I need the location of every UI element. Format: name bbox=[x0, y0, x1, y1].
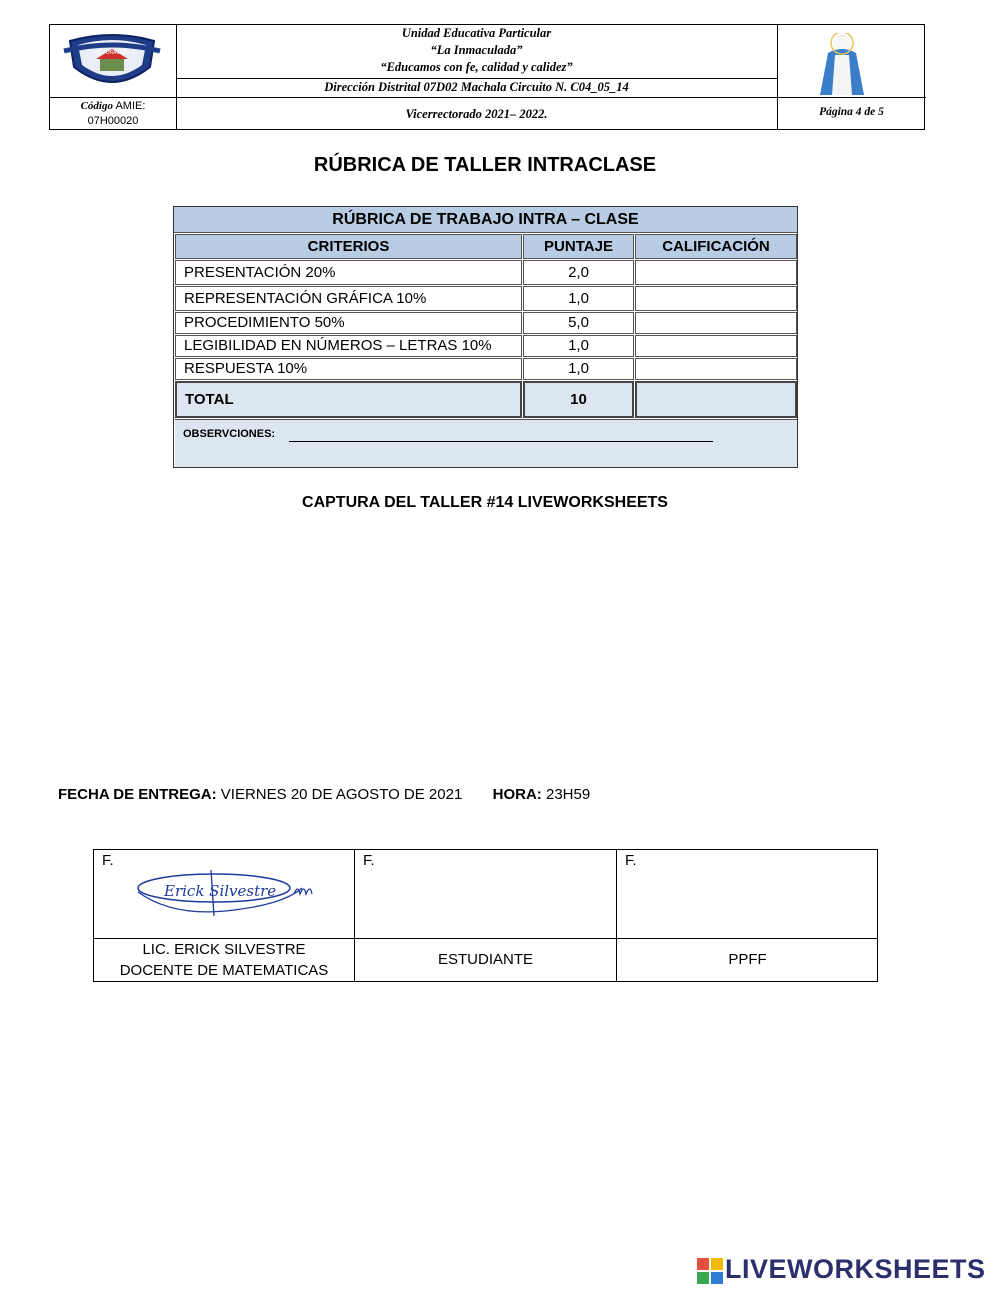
school-logo bbox=[62, 31, 162, 93]
column-header-puntaje: PUNTAJE bbox=[523, 234, 634, 259]
observaciones-row[interactable] bbox=[175, 419, 797, 467]
grade-input-cell[interactable] bbox=[635, 260, 797, 285]
teacher-label bbox=[94, 939, 354, 981]
grade-input-cell[interactable] bbox=[635, 358, 797, 380]
grade-input-cell[interactable] bbox=[635, 312, 797, 334]
teacher-name: LIC. ERICK SILVESTRE bbox=[142, 941, 306, 958]
signature-prefix: F. bbox=[102, 852, 114, 869]
school-motto: “Educamos con fe, calidad y calidez” bbox=[380, 60, 573, 74]
score-cell: 1,0 bbox=[523, 286, 634, 311]
page-number: Página 4 de 5 bbox=[819, 106, 884, 118]
fecha-label: FECHA DE ENTREGA: bbox=[58, 786, 217, 803]
grade-input-cell[interactable] bbox=[635, 335, 797, 357]
table-row: RESPUESTA 10% bbox=[175, 358, 522, 380]
score-cell: 2,0 bbox=[523, 260, 634, 285]
fecha-value: VIERNES 20 DE AGOSTO DE 2021 bbox=[220, 786, 463, 803]
table-row: PRESENTACIÓN 20% bbox=[175, 260, 522, 285]
liveworksheets-text: LIVEWORKSHEETS bbox=[725, 1254, 986, 1284]
svg-text:FE · ORACION: FE · ORACION bbox=[95, 50, 129, 56]
signature-prefix: F. bbox=[625, 852, 637, 869]
amie-code: 07H00020 bbox=[87, 115, 139, 127]
teacher-signature bbox=[134, 866, 324, 922]
school-name: “La Inmaculada” bbox=[430, 43, 523, 57]
total-grade-cell[interactable] bbox=[635, 381, 797, 418]
liveworksheets-logo-icon bbox=[697, 1258, 723, 1284]
table-row: REPRESENTACIÓN GRÁFICA 10% bbox=[175, 286, 522, 311]
parents-label: PPFF bbox=[728, 951, 767, 968]
grade-input-cell[interactable] bbox=[635, 286, 797, 311]
total-value-cell: 10 bbox=[523, 381, 634, 418]
hora-value: 23H59 bbox=[545, 786, 591, 803]
document-header bbox=[49, 24, 925, 130]
column-header-calificacion: CALIFICACIÓN bbox=[635, 234, 797, 259]
district-line: Dirección Distrital 07D02 Machala Circuito N. C04_05_14 bbox=[324, 80, 629, 94]
teacher-role: DOCENTE DE MATEMATICAS bbox=[119, 962, 329, 979]
score-cell: 5,0 bbox=[523, 312, 634, 334]
school-type: Unidad Educativa Particular bbox=[401, 26, 552, 40]
score-cell: 1,0 bbox=[523, 358, 634, 380]
virgin-mary-image bbox=[802, 33, 882, 97]
observaciones-line bbox=[289, 441, 713, 442]
signature-text: Erick Silvestre bbox=[164, 882, 277, 900]
column-header-criterios: CRITERIOS bbox=[175, 234, 522, 259]
table-row: LEGIBILIDAD EN NÚMEROS – LETRAS 10% bbox=[175, 335, 522, 357]
vicerrectorado-line: Vicerrectorado 2021– 2022. bbox=[405, 107, 548, 121]
page-title: RÚBRICA DE TALLER INTRACLASE bbox=[313, 154, 657, 176]
score-cell: 1,0 bbox=[523, 335, 634, 357]
rubric-caption: RÚBRICA DE TRABAJO INTRA – CLASE bbox=[332, 211, 639, 228]
student-label: ESTUDIANTE bbox=[437, 951, 533, 968]
delivery-info bbox=[58, 786, 590, 803]
signature-prefix: F. bbox=[363, 852, 375, 869]
hora-label: HORA: bbox=[492, 786, 542, 803]
rubric-table bbox=[173, 206, 798, 468]
total-label-cell: TOTAL bbox=[175, 381, 522, 418]
observaciones-label: OBSERVCIONES: bbox=[183, 428, 276, 440]
capture-title: CAPTURA DEL TALLER #14 LIVEWORKSHEETS bbox=[302, 494, 668, 511]
rubric-caption-row bbox=[174, 207, 797, 233]
table-row: PROCEDIMIENTO 50% bbox=[175, 312, 522, 334]
signature-table bbox=[93, 849, 878, 982]
codigo-label: Código bbox=[80, 100, 113, 112]
amie-label: AMIE: bbox=[115, 100, 146, 112]
